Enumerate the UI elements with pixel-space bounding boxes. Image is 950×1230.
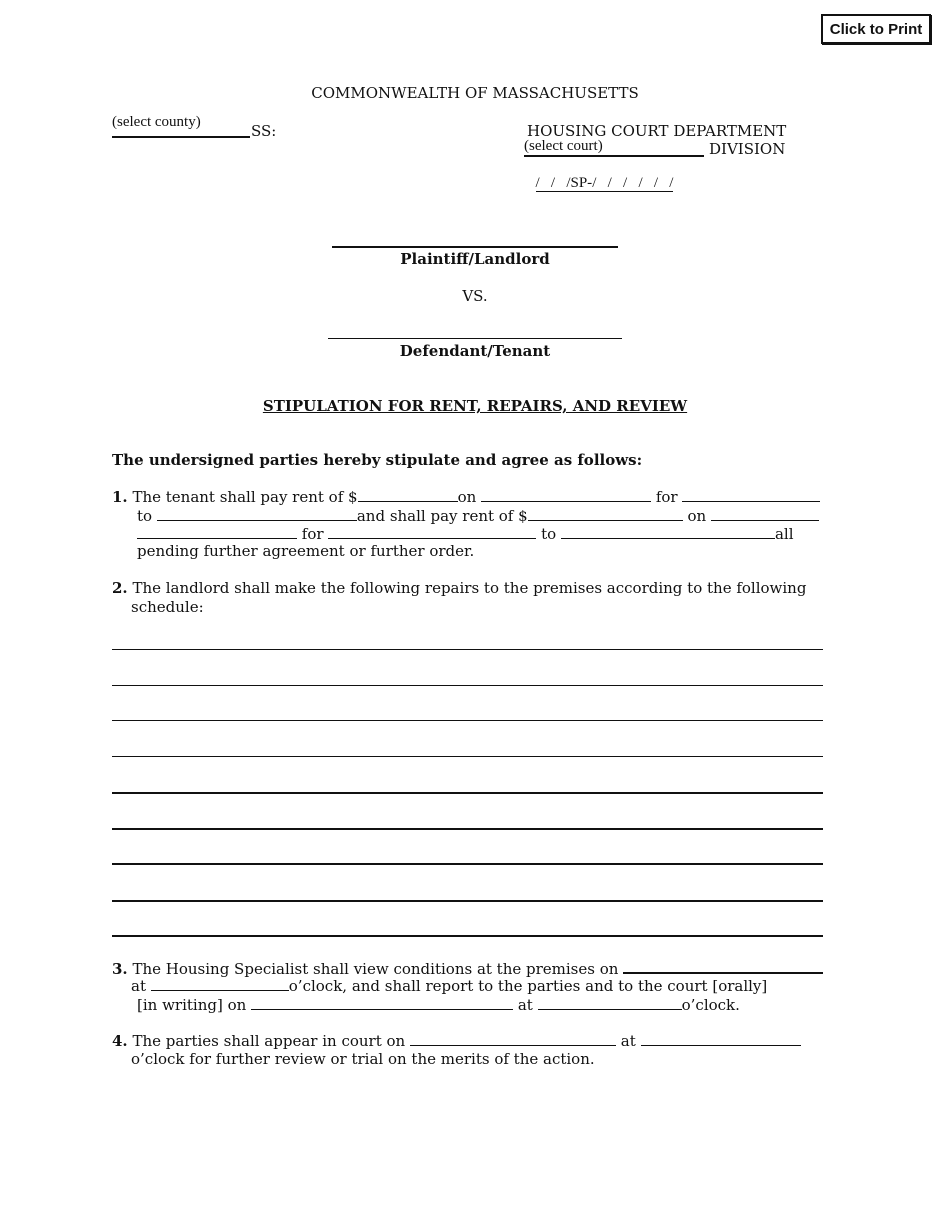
item1-text8: to [541, 525, 557, 543]
repair-line-5[interactable] [112, 792, 823, 794]
item4-number: 4. [112, 1032, 128, 1050]
court-placeholder: (select court) [524, 138, 603, 154]
item3-number: 3. [112, 960, 128, 978]
item3-text1: The Housing Specialist shall view conditions at the premises on [132, 960, 619, 978]
rent-date-1-field[interactable] [481, 487, 651, 502]
rent-period-1-end-field[interactable] [157, 506, 357, 521]
intro-text: The undersigned parties hereby stipulate and agree as follows: [112, 451, 643, 469]
view-date-field[interactable] [623, 958, 823, 974]
item3-text3: o’clock, and shall report to the parties and to the court [orally] [288, 977, 768, 995]
division-label: DIVISION [709, 140, 786, 158]
repair-line-2[interactable] [112, 685, 823, 686]
defendant-label: Defendant/Tenant [399, 342, 551, 360]
docket-prefix: / / /SP- [535, 175, 593, 191]
item1-line4: pending further agreement or further order. [137, 542, 475, 560]
item3-text6: o’clock. [681, 996, 740, 1014]
item1-line3 [137, 524, 794, 543]
rent-amount-2-field[interactable] [528, 506, 683, 521]
rent-period-1-start-field[interactable] [682, 487, 820, 502]
report-time-field[interactable] [538, 995, 682, 1010]
item1-text2: on [457, 488, 477, 506]
rent-amount-1-field[interactable] [358, 487, 458, 502]
item2-number: 2. [112, 579, 128, 597]
defendant-name-field[interactable] [328, 338, 622, 339]
item1-text6: on [687, 507, 707, 525]
repair-line-3[interactable] [112, 720, 823, 721]
item4-text1: The parties shall appear in court on [132, 1032, 406, 1050]
item1-line1 [112, 487, 820, 506]
ss-label: SS: [251, 122, 277, 140]
item1-text3: for [655, 488, 678, 506]
vs-label: VS. [462, 287, 488, 305]
item1-text4: to [137, 507, 153, 525]
repair-line-4[interactable] [112, 756, 823, 757]
docket-suffix: / / / / / / [592, 175, 674, 191]
report-date-field[interactable] [251, 995, 513, 1010]
county-placeholder: (select county) [112, 114, 201, 130]
rent-date-2-cont-field[interactable] [137, 524, 297, 539]
item2-line2: schedule: [131, 598, 204, 616]
repair-line-1[interactable] [112, 649, 823, 650]
item1-text9: all [774, 525, 794, 543]
docket-number[interactable] [528, 158, 673, 192]
court-time-field[interactable] [641, 1031, 801, 1046]
document-title: STIPULATION FOR RENT, REPAIRS, AND REVIEW [262, 397, 688, 415]
plaintiff-name-field[interactable] [332, 246, 618, 248]
rent-period-2-start-field[interactable] [328, 524, 536, 539]
item3-text4: [in writing] on [137, 996, 247, 1014]
item1-text7: for [301, 525, 324, 543]
court-date-field[interactable] [410, 1031, 616, 1046]
print-button[interactable]: Click to Print [821, 14, 931, 44]
item4-line1 [112, 1031, 801, 1050]
item3-line1 [112, 958, 823, 978]
commonwealth-heading: COMMONWEALTH OF MASSACHUSETTS [311, 84, 639, 102]
repair-line-7[interactable] [112, 863, 823, 865]
view-time-field[interactable] [151, 976, 289, 991]
item2-text1: The landlord shall make the following repairs to the premises according to the following [132, 579, 807, 597]
repair-line-6[interactable] [112, 828, 823, 830]
rent-date-2-field[interactable] [711, 506, 819, 521]
rent-period-2-end-field[interactable] [561, 524, 775, 539]
item1-line2 [137, 506, 819, 525]
repair-line-8[interactable] [112, 900, 823, 902]
item3-text2: at [131, 977, 146, 995]
court-select[interactable] [524, 138, 704, 157]
plaintiff-label: Plaintiff/Landlord [400, 250, 550, 268]
county-select[interactable] [112, 114, 250, 138]
item4-text2: at [620, 1032, 636, 1050]
item3-line2 [131, 976, 767, 995]
item4-line2: o’clock for further review or trial on the merits of the action. [131, 1050, 595, 1068]
item3-text5: at [517, 996, 533, 1014]
repair-line-9[interactable] [112, 935, 823, 937]
item1-text5: and shall pay rent of $ [356, 507, 528, 525]
item3-line3 [137, 995, 740, 1014]
department-label: HOUSING COURT DEPARTMENT [527, 122, 787, 140]
item2-line1 [112, 579, 806, 597]
item1-number: 1. [112, 488, 128, 506]
item1-text1: The tenant shall pay rent of $ [132, 488, 358, 506]
